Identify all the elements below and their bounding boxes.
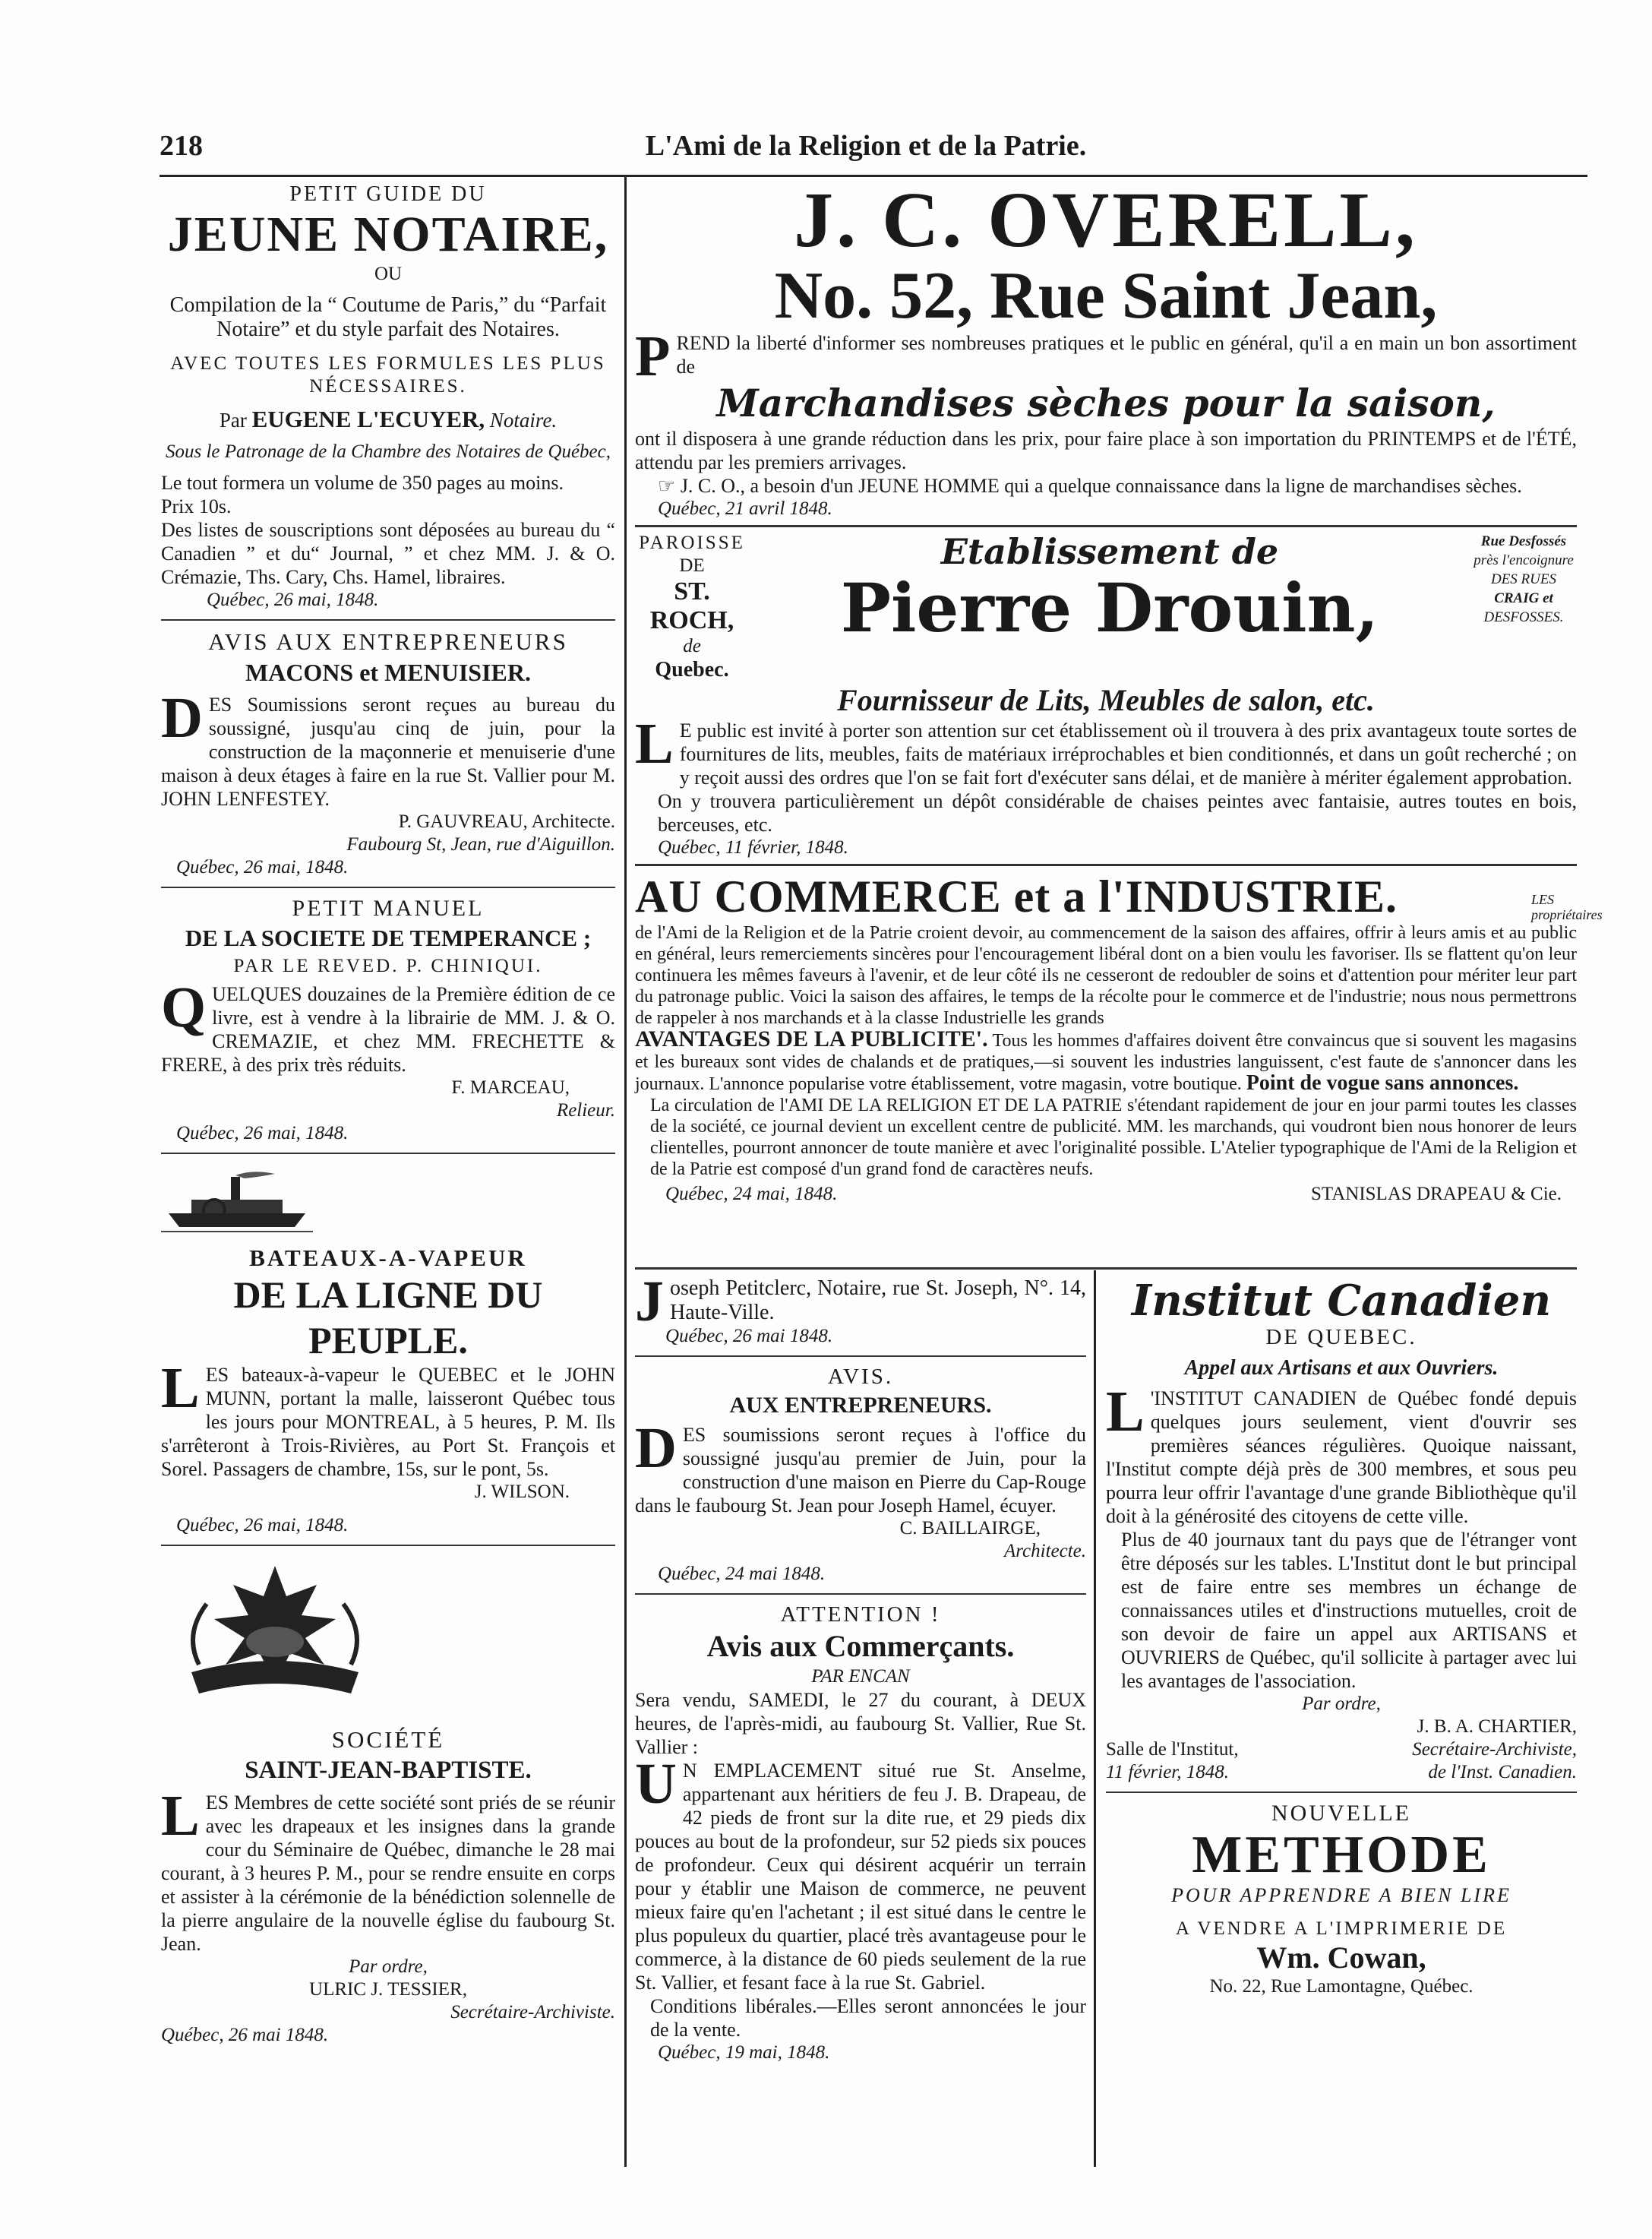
societe-drop: L (161, 1784, 200, 1848)
steamboat-icon (161, 1166, 313, 1236)
societe-body: ES Membres de cette société sont priés de se réunir avec les drapeaux et les insignes dans la grande cour du Séminaire de Québec, dimanche le 28 mai courant, à 3 heures P. M., pour se rendre ensuite en corps et assister à la cérémonie de la bénédiction solennelle de la pierre angulaire de la nouvelle église du faubourg St. Jean. (161, 1792, 615, 1955)
manuel-body: UELQUES douzaines de la Première édition de ce livre, est à vendre à la librairie de MM. J. & O. CREMAZIE, et chez MM. FRECHETTE & FRERE, à des prix très réduits. (161, 983, 615, 1076)
avis2-sig2: Architecte. (1003, 1541, 1086, 1561)
column-right (1106, 1276, 1577, 2165)
drouin-body: E public est invité à porter son attention sur cet établissement où il trouvera à des prix avantageux toute sortes de fournitures de lits, meubles, faits de matériaux irréprochables et bien conditionnés, et dans un goût recherché ; on y reçoit aussi des ordres que l'on se fait fort d'exécuter sans délai, et de manière à mériter également approbation. (679, 719, 1577, 789)
commerce-adv: AVANTAGES DE LA PUBLICITE'. (635, 1026, 988, 1052)
avis-title: MACONS et MENUISIER. (245, 659, 531, 686)
bateaux-sig: J. WILSON. (474, 1482, 570, 1502)
column-rule-right (1094, 1270, 1096, 2167)
bateaux-kicker: BATEAUX-A-VAPEUR (249, 1244, 527, 1271)
institut-row2 (1106, 1761, 1577, 1784)
guide-date: Québec, 26 mai, 1848. (207, 590, 379, 610)
avis-body: ES Soumissions seront reçues au bureau du soussigné, jusqu'au cinq de juin, pour la construction de la maçonnerie et menuiserie d'une maison à deux étages à faire en la rue St. Vallier pour M. JOHN LENFESTEY. (161, 694, 615, 810)
petitclerc-date: Québec, 26 mai 1848. (665, 1326, 833, 1346)
overell-title: J. C. OVERELL, (794, 176, 1418, 264)
rule (635, 1593, 1086, 1595)
avis-drop: D (161, 686, 203, 750)
manuel-title: DE LA SOCIETE DE TEMPERANCE ; (185, 925, 592, 951)
institut-sig3: de l'Inst. Canadien. (1428, 1762, 1577, 1782)
petitclerc-drop: J (635, 1270, 664, 1333)
guide-kicker: PETIT GUIDE DU (289, 182, 487, 206)
bateaux-body: ES bateaux-à-vapeur le QUEBEC et le JOHN MUNN, portant la malle, laisseront Québec tous les jours pour MONTREAL, à 5 heures, P. M. Ils s'arrêteront à Trois-Rivières, au Port St. François et Sorel. Passagers de chambre, 15s, sur le pont, 5s. (161, 1364, 615, 1480)
column-rule-left (624, 176, 627, 2167)
petitclerc-body: oseph Petitclerc, Notaire, rue St. Joseph, N°. 14, Haute-Ville. (670, 1276, 1086, 1324)
avis2-date: Québec, 24 mai 1848. (658, 1564, 826, 1584)
drouin-paroisse5: Quebec. (655, 658, 729, 682)
manuel-date: Québec, 26 mai, 1848. (176, 1123, 349, 1143)
manuel-author: PAR LE REVED. P. CHINIQUI. (233, 956, 543, 976)
methode-vendre: A VENDRE A L'IMPRIMERIE DE (1175, 1918, 1508, 1939)
drouin-tag: Fournisseur de Lits, Meubles de salon, etc. (837, 683, 1375, 717)
manuel-drop: Q (161, 976, 207, 1039)
attention-date: Québec, 19 mai, 1848. (658, 2042, 830, 2063)
drouin-name: Pierre Drouin, (840, 568, 1379, 647)
ad-petitclerc (635, 1270, 1086, 1348)
societe-kicker: SOCIÉTÉ (331, 1726, 445, 1753)
column-middle (635, 1270, 1086, 2165)
institut-order: Par ordre, (1302, 1693, 1381, 1714)
manuel-sig2: Relieur. (556, 1100, 615, 1121)
drouin-date: Québec, 11 février, 1848. (658, 837, 848, 858)
institut-title: Institut Canadien (1131, 1276, 1552, 1326)
drouin-addr3: DES RUES (1490, 571, 1556, 587)
bateaux-title: DE LA LIGNE DU PEUPLE. (233, 1273, 543, 1361)
rule (635, 864, 1577, 866)
rule-commerce-bottom (635, 1267, 1577, 1270)
attention-cond: Conditions libérales.—Elles seront annoncées le jour de la vente. (650, 1995, 1086, 2041)
rule (161, 1153, 615, 1154)
avis-sig1: P. GAUVREAU, Architecte. (398, 811, 615, 832)
commerce-sig: STANISLAS DRAPEAU & Cie. (1311, 1184, 1562, 1204)
rule (1106, 1792, 1577, 1793)
column-left (161, 182, 615, 2165)
avis2-drop: D (635, 1416, 677, 1480)
overell-drop: P (635, 324, 671, 388)
guide-line1: Compilation de la “ Coutume de Paris,” du “Parfait Notaire” et du style parfait des Notaires. (169, 293, 607, 341)
commerce-side: LES propriétaires (1531, 892, 1603, 922)
ad-institut-canadien (1106, 1276, 1577, 1784)
guide-author-pre: Par (219, 409, 247, 432)
ad-overell (635, 176, 1577, 520)
guide-lists: Des listes de souscriptions sont déposées au bureau du “ Canadien ” et du“ Journal, ” et chez MM. J. & O. Crémazie, Ths. Cary, Chs. Hamel, libraires. (161, 519, 615, 588)
beaver-maple-emblem-icon (161, 1558, 389, 1718)
avis-date: Québec, 26 mai, 1848. (176, 857, 349, 878)
rule (161, 1545, 615, 1546)
overell-date: Québec, 21 avril 1848. (658, 498, 832, 519)
commerce-date: Québec, 24 mai, 1848. (665, 1184, 838, 1204)
guide-author-line (161, 406, 615, 433)
societe-sig2: Secrétaire-Archiviste. (450, 2002, 615, 2022)
institut-sig1: J. B. A. CHARTIER, (1417, 1716, 1577, 1737)
commerce-point: Point de vogue sans annonces. (1246, 1071, 1519, 1095)
avis2-sig1: C. BAILLAIRGE, (899, 1518, 1041, 1539)
institut-drop: L (1106, 1380, 1145, 1444)
drouin-addr2: près l'encoignure (1474, 552, 1574, 568)
commerce-body3: La circulation de l'AMI DE LA RELIGION ET DE LA PATRIE s'étendant rapidement de jour en jour parmi toutes les classes de la société, ce journal devient un excellent centre de publicité. MM. les marchands, qui voudront bien nous honorer de leurs clientelles, pourront annoncer de toute manière et avec l'originalité possible. L'Atelier typographique de l'Ami de la Religion et de la Patrie est composé d'un grand fond de caractères neufs. (650, 1096, 1577, 1179)
page-header (160, 129, 1572, 175)
guide-title: JEUNE NOTAIRE, (167, 207, 609, 262)
drouin-addr1: Rue Desfossés (1480, 533, 1567, 549)
ad-societe-st-jean-baptiste (161, 1554, 615, 2047)
ad-avis-entrepreneurs-2 (635, 1365, 1086, 1586)
avis-sig2: Faubourg St, Jean, rue d'Aiguillon. (346, 834, 615, 855)
ad-attention-commercants (635, 1602, 1086, 2064)
drouin-body2: On y trouvera particulièrement un dépôt considérable de chaises peintes avec fantaisie, autres toutes en bois, berceuses, etc. (658, 790, 1577, 836)
institut-date: 11 février, 1848. (1106, 1762, 1230, 1782)
attention-sale: Sera vendu, SAMEDI, le 27 du courant, à DEUX heures, de l'après-midi, au faubourg St. Vallier, Rue St. Vallier : (635, 1689, 1086, 1758)
institut-place: Salle de l'Institut, (1106, 1739, 1239, 1760)
avis2-kicker: AVIS. (827, 1365, 894, 1389)
drouin-paroisse4: de (683, 636, 701, 656)
avis2-body: ES soumissions seront reçues à l'office du soussigné jusqu'au premier de Juin, pour la construction d'une maison en Pierre du Cap-Rouge dans le faubourg St. Jean pour Joseph Hamel, écuyer. (635, 1424, 1086, 1516)
guide-ou: OU (374, 264, 403, 284)
ad-nouvelle-methode (1106, 1801, 1577, 1998)
commerce-adv-line (635, 1026, 1577, 1095)
manuel-kicker: PETIT MANUEL (292, 896, 485, 921)
attention-title: Avis aux Commerçants. (706, 1629, 1015, 1663)
societe-title: SAINT-JEAN-BAPTISTE. (245, 1757, 532, 1784)
methode-name: Wm. Cowan, (1256, 1940, 1426, 1975)
institut-appel: Appel aux Artisans et aux Ouvriers. (1184, 1356, 1499, 1380)
rule (635, 1355, 1086, 1357)
attention-encan: PAR ENCAN (811, 1666, 910, 1687)
ad-petit-guide (161, 182, 615, 612)
drouin-paroisse2: DE (679, 555, 705, 576)
running-title: L'Ami de la Religion et de la Patrie. (645, 130, 1087, 162)
overell-note-line (635, 474, 1577, 498)
guide-volume: Le tout formera un volume de 350 pages au moins. (161, 472, 564, 494)
overell-note: J. C. O., a besoin d'un JEUNE HOMME qui a quelque connaissance dans la ligne de marchandises sèches. (680, 475, 1522, 497)
drouin-addr4: CRAIG et (1494, 590, 1553, 606)
attention-drop: U (635, 1752, 677, 1816)
societe-order: Par ordre, (349, 1956, 428, 1977)
ad-avis-entrepreneurs (161, 628, 615, 879)
manuel-sig1: F. MARCEAU, (451, 1077, 570, 1098)
commerce-signature-row (635, 1180, 1577, 1206)
attention-body: N EMPLACEMENT situé rue St. Anselme, appartenant aux héritiers de feu J. B. Drapeau, de 42 pieds de front sur la dite rue, et 29 pieds dix pouces au bout de la profondeur, sur 52 pieds six pouces de profondeur. Ceux qui désirent acquérir un terrain pour y établir une Maison de commerce, ne peuvent mieux faire qu'en l'achetant ; il est situé dans le centre le plus populeux du quartier, placé très avantageuse pour le commerce, à la distance de 60 pieds seulement de la rue St. Vallier, et fesant face à la rue St. Gabriel. (635, 1760, 1086, 1994)
overell-body: ont il disposera à une grande réduction dans les prix, pour faire place à son importation du PRINTEMPS et de l'ÉTÉ, attendu par les premiers arrivages. (635, 428, 1577, 473)
ad-petit-manuel (161, 896, 615, 1145)
rule (161, 887, 615, 888)
drouin-paroisse1: PAROISSE (639, 533, 745, 553)
attention-kicker: ATTENTION ! (780, 1602, 941, 1627)
guide-line2: AVEC TOUTES LES FORMULES LES PLUS NÉCESSAIRES. (170, 353, 606, 397)
guide-patronage: Sous le Patronage de la Chambre des Notaires de Québec, (165, 441, 611, 462)
guide-author: EUGENE L'ECUYER, (251, 406, 485, 432)
drouin-paroisse (635, 532, 749, 682)
institut-body: 'INSTITUT CANADIEN de Québec fondé depuis quelques jours seulement, vient d'ouvrir ses premières séances régulières. Quoique naissant, l'Institut compte déjà près de 300 membres, et sous peu pourra leur offrir l'avantage d'une grande Bibliothèque qu'il doit à la générosité des citoyens de cette ville. (1106, 1387, 1577, 1527)
rule (161, 619, 615, 621)
institut-row1 (1106, 1738, 1577, 1761)
drouin-addr5: DESFOSSES. (1483, 609, 1564, 625)
methode-title: METHODE (1192, 1826, 1491, 1884)
overell-blackletter: Marchandises sèches pour la saison, (716, 381, 1496, 425)
ad-commerce-industrie (635, 871, 1603, 1206)
institut-sub: DE QUEBEC. (1265, 1325, 1417, 1349)
rule (635, 525, 1577, 527)
drouin-etab: Etablissement de (940, 531, 1279, 572)
methode-sub: POUR APPRENDRE A BIEN LIRE (1171, 1884, 1511, 1906)
guide-author-post: Notaire. (489, 409, 558, 432)
methode-kicker: NOUVELLE (1271, 1801, 1411, 1826)
methode-addr: No. 22, Rue Lamontagne, Québec. (1209, 1976, 1474, 1997)
bateaux-date: Québec, 26 mai, 1848. (176, 1515, 349, 1535)
drouin-paroisse3: ST. ROCH, (649, 577, 734, 634)
drouin-drop: L (635, 712, 674, 776)
ad-bateaux-a-vapeur (161, 1162, 615, 1537)
pointing-hand-icon: ☞ (658, 475, 681, 497)
institut-body2: Plus de 40 journaux tant du pays que de l'étranger vont être déposés sur les tables. L'Institut dont le but principal est de faire entre ses membres un échange de connaissances utiles et d'instructions mutuelles, croit de son devoir de faire un appel aux ARTISANS et OUVRIERS de Québec, qu'il sollicite à partager avec lui les avantages de l'association. (1121, 1529, 1577, 1692)
commerce-title: AU COMMERCE et a l'INDUSTRIE. (635, 871, 1398, 922)
ad-pierre-drouin (635, 532, 1577, 859)
avis-kicker: AVIS AUX ENTREPRENEURS (208, 628, 568, 655)
societe-sig1: ULRIC J. TESSIER, (309, 1979, 467, 2000)
guide-price: Prix 10s. (161, 495, 232, 517)
page-number: 218 (160, 130, 203, 162)
institut-sig2: Secrétaire-Archiviste, (1412, 1739, 1577, 1760)
overell-address: No. 52, Rue Saint Jean, (774, 259, 1438, 333)
overell-lead: REND la liberté d'informer ses nombreuses pratiques et le public en général, qu'il a en main un bon assortiment de (676, 332, 1577, 378)
right-upper (635, 176, 1603, 1266)
avis2-title: AUX ENTREPRENEURS. (729, 1393, 992, 1418)
commerce-body: de l'Ami de la Religion et de la Patrie croient devoir, au commencement de la saison des affaires, offrir à leurs amis et au public en général, leurs remerciements sincères pour l'encouragement libéral dont on a bien voulu les favoriser. Ils se flattent qu'on leur continuera les mêmes faveurs à l'avenir, et de leur côté ils ne cesseront de redoubler de soins et d'attention pour mériter leur part du patronage public. Voici la saison des affaires, le temps de la récolte pour le commerce et de l'industrie; nous nous permettrons de rappeler à nos marchands et à la classe Industrielle les grands (635, 923, 1577, 1028)
societe-date: Québec, 26 mai 1848. (161, 2025, 329, 2045)
bateaux-drop: L (161, 1356, 200, 1420)
drouin-address (1470, 532, 1577, 627)
commerce-body2: Tous les hommes d'affaires doivent être convaincus que si souvent les magasins et les bureaux sont vides de chalands et de pratiques,—si souvent les industries languissent, c'est faute de s'annoncer dans les journaux. L'annonce popularise votre établissement, votre magasin, votre boutique. (635, 1031, 1577, 1094)
